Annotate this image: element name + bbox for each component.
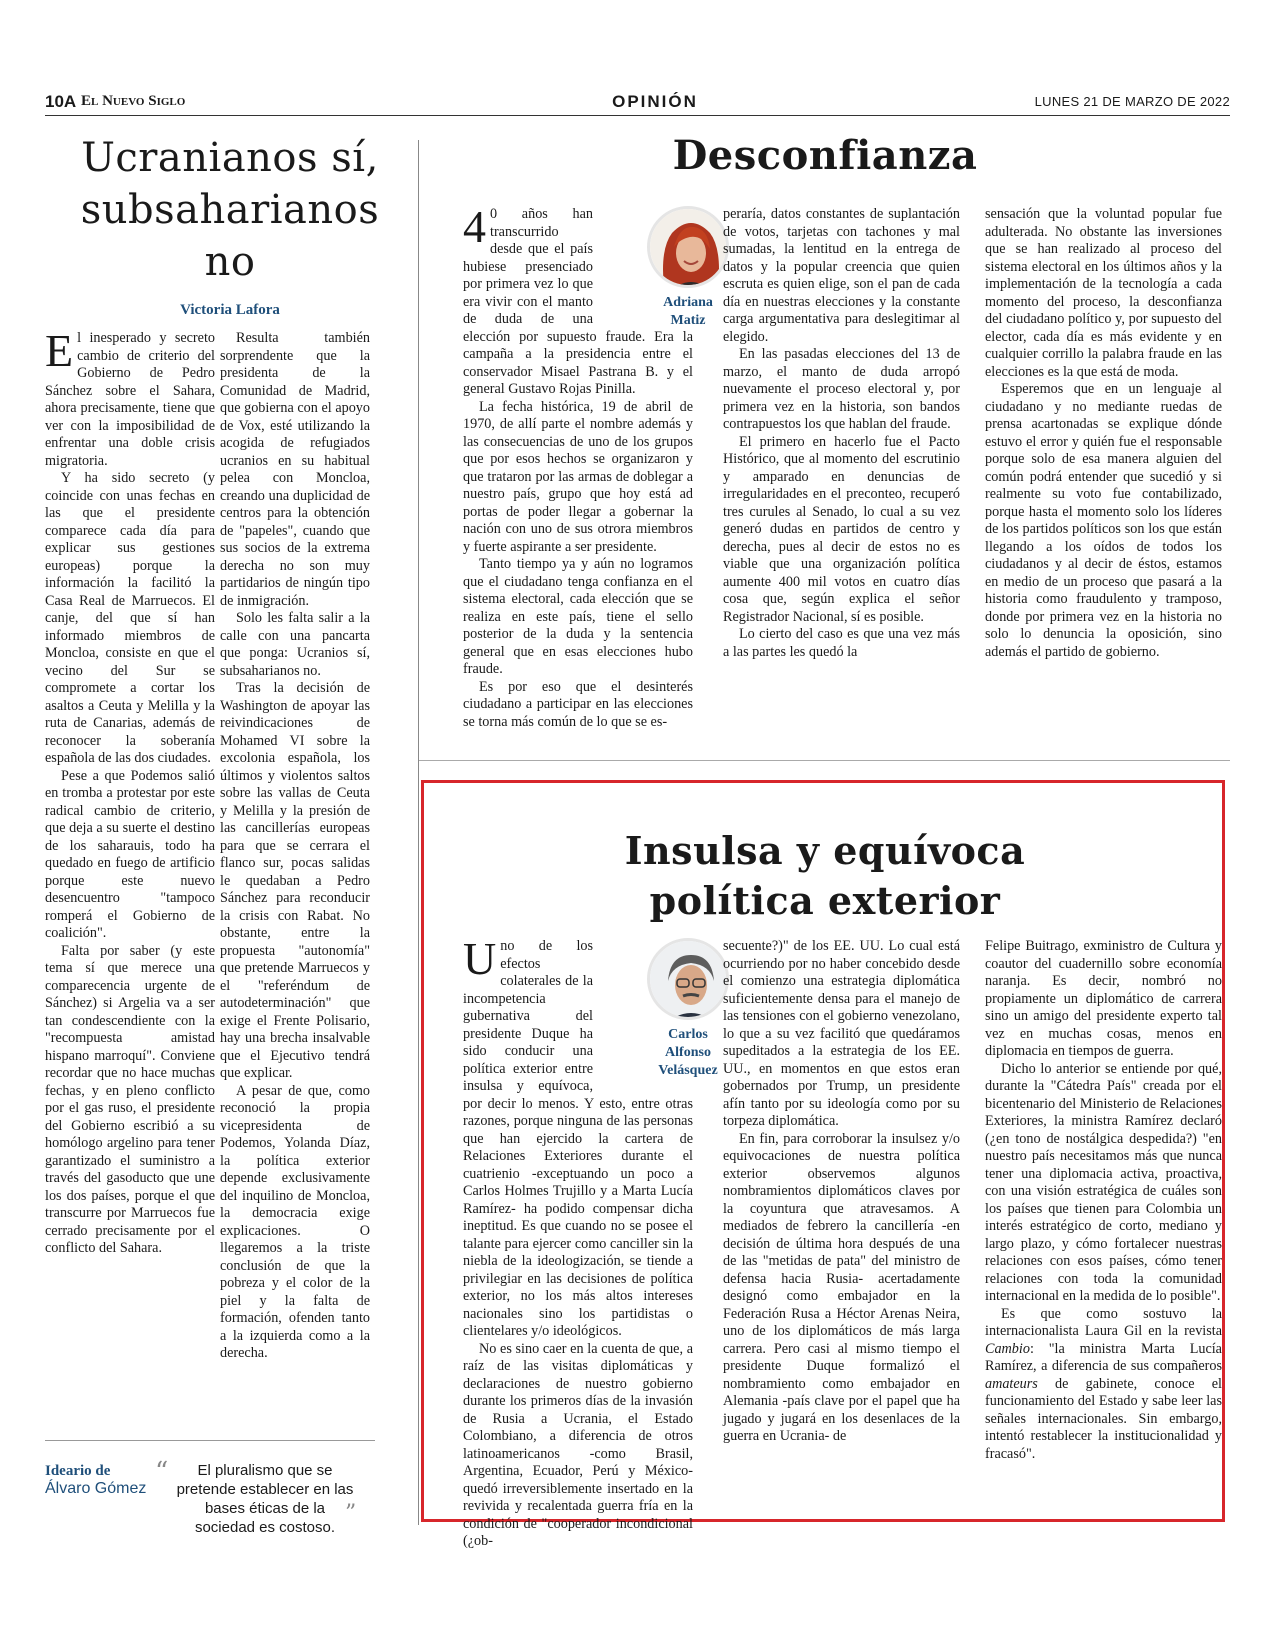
masthead [45, 92, 1230, 116]
article-2-column-3 [985, 938, 1222, 1463]
paragraph: Dicho lo anterior se entiende por qué, durante la "Cátedra País" creada por el bicentenario del Ministerio de Relaciones Exteriores, la ministra Ramírez declaró (¿en tono de nostálgica despedida?) "en nuestro país necesitamos más que nunca tener una diplomacia activa, proactiva, con una visión estratégica de cuáles son los países que tienen para Colombia un interés estratégico de corto, mediano y largo plazo, y cómo fortalecer nuestras relaciones con esos países, cómo tener relaciones con toda la comunidad internacional en la medida de lo posible". [985, 1060, 1222, 1304]
paragraph: secuente?)" de los EE. UU. Lo cual está ocurriendo por no haber concebido desde el comienzo una estrategia diplomática suficientemente densa para el manejo de las tensiones con el gobierno venezolano, lo que a su vez facilitó que quedáramos supeditados a la estrategia de los EE. UU., en momentos en que estos eran gobernados por Trump, un presidente afín tanto por su ideología como por su torpeza diplomática. [723, 938, 960, 1129]
article-2-author-box [640, 938, 736, 1080]
article-2-title-line-2: política exterior [649, 878, 1001, 923]
article-1-title: Desconfianza [672, 132, 978, 179]
author-name-line-1: Carlos [668, 1027, 708, 1042]
author-photo-carlos [647, 938, 729, 1020]
magazine-name: Cambio [985, 1340, 1030, 1357]
left-article-byline: Victoria Lafora [180, 302, 280, 318]
article-2-title-line-1: Insulsa y equívoca [624, 828, 1026, 873]
paragraph: Tras la decisión de Washington de apoyar las reivindicaciones de Mohamed VI sobre la excolonia española, los últimos y violentos saltos sobre las vallas de Ceuta y Melilla y la presión de las cancillerías europeas para que se cerrara el flanco sur, pocas salidas le quedaban a Pedro Sánchez para reconducir la crisis con Rabat. No obstante, entre la propuesta "autonomía" que pretende Marruecos y el "referéndum de autodeterminación" que exige el Frente Polisario, hay una brecha insalvable que el Ejecutivo tendrá que explicar. [220, 680, 370, 1081]
paragraph: peraría, datos constantes de suplantación de votos, tarjetas con tachones y mal sumadas, la lentitud en la entrega de datos y la popular creencia que quien escruta es quien elige, son el pan de cada día en nuestras elecciones y la constante carga argumentativa para deslegitimar al elegido. [723, 206, 960, 345]
paragraph: Falta por saber (y este tema sí que merece una comparecencia urgente de Sánchez) si Argelia va a ser tan condescendiente con la "recompuesta amistad hispano marroquí". Conviene recordar que no hace muchas fechas, y en pleno conflicto por el gas ruso, el presidente del Gobierno escribió a su homólogo argelino para tener garantizado el suministro a través del gasoducto que une los dos países, porque el que transcurre por Marruecos fue cerrado precisamente por el conflicto del Sahara. [45, 942, 215, 1256]
paragraph: Felipe Buitrago, exministro de Cultura y coautor del cuadernillo sobre economía naranja. Es decir, nombró no propiamente un diplomático de carrera sino un amigo del presidente experto tal vez en muchas cosas, menos en diplomacia en tiempos de guerra. [985, 938, 1222, 1059]
ideario-label [45, 1463, 155, 1498]
paragraph: Es por eso que el desinterés ciudadano a participar en las elecciones se torna más común de lo que se es- [463, 678, 693, 730]
ideario-quote: El pluralismo que se pretende establecer en las bases éticas de la sociedad es costoso. [176, 1462, 354, 1536]
text-run: de gabinete, conoce el funcionamiento del Estado y sabe leer las señales internacionales. Sin embargo, intentó restablecer la institucionalidad y fracasó". [985, 1375, 1222, 1462]
paragraph: A pesar de que, como reconoció la propia vicepresidenta de Podemos, Yolanda Díaz, la política exterior depende exclusivamente del inquilino de Moncloa, la democracia exige explicaciones. O llegaremos a la triste conclusión de que la pobreza y el color de la piel y la falta de formación, ofenden tanto a la izquierda como a la derecha. [220, 1082, 370, 1361]
article-2-title [430, 826, 1220, 926]
author-name-line-2: Alfonso [665, 1045, 711, 1060]
paragraph: Resulta también sorprendente que la presidenta de la Comunidad de Madrid, que gobierna con el apoyo de Vox, esté utilizando la acogida de refugiados ucranios en su habitual pelea con Moncloa, creando una duplicidad de centros para la obtención de "papeles", cuando que sus socios de la extrema derecha no son muy partidarios de ningún tipo de inmigración. [220, 330, 370, 609]
paragraph: Tanto tiempo ya y aún no logramos que el ciudadano tenga confianza en el sistema electoral, cada elección que se realiza en este país, tiene el sello posterior de la duda y la sentencia general que en esas elecciones hubo fraude. [463, 556, 693, 677]
paragraph: no de los efectos colaterales de la incompetencia gubernativa del presidente Duque ha sido conducir una política exterior entre insulsa y equívoca, por decir lo menos. Y esto, entre otras razones, porque ninguna de las personas que han ejercido la cartera de Relaciones Exteriores durante el cuatrienio -exceptuando un poco a Carlos Holmes Trujillo y a Marta Lucía Ramírez- ha podido compensar dicha ineptitud. Es que cuando no se posee el talante para ejercer como canciller sin la niebla de la ideologización, se tiende a privilegiar en las decisiones de política exterior, no los más altos intereses nacionales sino los partidistas o clientelares y/o ideológicos. [463, 938, 693, 1339]
left-title-line-3: no [204, 239, 256, 285]
author-name-line-2: Matiz [670, 313, 706, 328]
ideario-label-line-1: Ideario de [45, 1463, 111, 1479]
paragraph: Solo les falta salir a la calle con una pancarta que ponga: Ucranios sí, subsaharianos no. [220, 610, 370, 679]
left-title-line-1: Ucranianos sí, [81, 135, 379, 181]
left-article-column-1 [45, 325, 215, 1258]
quote-close-icon: ” [345, 1501, 357, 1526]
paragraph: Lo cierto del caso es que una vez más a las partes les quedó la [723, 626, 960, 660]
paragraph: En las pasadas elecciones del 13 de marzo, el manto de duda arropó nuevamente el proceso electoral y, por primera vez en la historia, son bandos contrapuestos los que hablan del fraude. [723, 346, 960, 432]
paragraph: El primero en hacerlo fue el Pacto Histórico, que al momento del escrutinio y amparado en denuncias de irregularidades en el preconteo, recuperó tres curules al Senado, lo cual a su vez generó dudas en partidos de centro y derecha, pues al decir de estos no es viable que una organización política aumente 400 mil votos en cuatro días cosa que, según explica el señor Registrador Nacional, sí es posible. [723, 433, 960, 625]
paragraph: 0 años han transcurrido desde que el país hubiese presenciado por primera vez lo que era vivir con el manto de duda de una elección por supuesto fraude. Era la campaña a la presidencia entre el conservador Misael Pastrana B. y el general Gustavo Rojas Pinilla. [463, 206, 693, 397]
paragraph: Y ha sido secreto (y coincide con unas fechas en las que el presidente comparece cada día para explicar sus gestiones europeas) porque la información la facilitó la Casa Real de Marruecos. El canje, del que sí han informado miembros de Moncloa, consiste en que el vecino del Sur se compromete a cortar los asaltos a Ceuta y Melilla y la ruta de Canarias, además de reconocer la soberanía española de las dos ciudades. [45, 470, 215, 766]
paragraph: La fecha histórica, 19 de abril de 1970, de allí parte el nombre además y las consecuencias de uno de los grupos que por esos hechos se organizaron y que trataron por las armas de doblegar a nuestro país, grupo que hoy está ad portas de poder llegar a gobernar la nación con uno de sus otrora miembros y fuerte aspirante a ser presidente. [463, 398, 693, 555]
paragraph: Esperemos que en un lenguaje al ciudadano y no mediante ruedas de prensa acartonadas se explique dónde estuvo el error y quién fue el responsable porque solo de esa manera alguien del común podrá entender que sucedió y si realmente su voto fue contabilizado, porque hasta el momento solo los líderes de los partidos políticos son los que están llegando a los oídos de todos los ciudadanos y al decir de éstos, estamos en medio de un proceso que pasará a la historia como fraudulento y tramposo, donde por primera vez en la historia no solo lo denuncia la oposición, sino además el partido de gobierno. [985, 381, 1222, 660]
text-run: : "la ministra Marta Lucía Ramírez, a diferencia de sus compañeros [985, 1340, 1222, 1374]
author-photo-adriana [647, 206, 729, 288]
page-number: 10A [45, 92, 77, 111]
article-1-column-2 [723, 206, 960, 661]
dropcap: 4 [463, 201, 486, 252]
paragraph: No es sino caer en la cuenta de que, a raíz de las visitas diplomáticas y declaraciones de nuestro gobierno durante los primeros días de la invasión de Rusia a Ucrania, el Estado Colombiano, a diferencia de otros latinoamericanos -como Brasil, Argentina, Ecuador, Perú y México- quedó irreversiblemente insertado en la revivida y recalentada guerra fría en la condición de "cooperador incondicional (¿ob- [463, 1340, 693, 1549]
column-divider-vertical [418, 140, 419, 1525]
author-name-line-1: Adriana [663, 295, 713, 310]
quote-open-icon: “ [155, 1457, 169, 1487]
ideario-label-line-2: Álvaro Gómez [45, 1480, 147, 1497]
left-title-line-2: subsaharianos [80, 187, 380, 233]
text-run: Es que como sostuvo la internacionalista Laura Gil en la revista [985, 1305, 1222, 1339]
left-article-title [45, 132, 415, 288]
paragraph [985, 1306, 1222, 1464]
article-1-column-3 [985, 206, 1222, 661]
newspaper-name: El Nuevo Siglo [81, 93, 186, 109]
ideario-box [45, 1440, 375, 1536]
article-1-author-box [640, 206, 736, 330]
article-2-column-2 [723, 938, 960, 1446]
emphasis: amateurs [985, 1375, 1038, 1392]
dropcap: E [45, 325, 74, 376]
paragraph: sensación que la voluntad popular fue adulterada. No obstante las inversiones que se han realizado al proceso del sistema electoral en los últimos años y la implementación de la tecnología a cada momento del proceso, la desconfianza del ciudadano político y, por supuesto del elector, cada día es más evidente y en cualquier corrillo la palabra fraude en las elecciones es la que está de moda. [985, 206, 1222, 380]
paragraph: Pese a que Podemos salió en tromba a protestar por este radical cambio de criterio, que deja a su suerte el destino de los saharauis, todo ha quedado en fuego de artificio porque este nuevo desencuentro "tampoco romperá el Gobierno de coalición". [45, 767, 215, 941]
dropcap: U [463, 933, 497, 984]
section-title: OPINIÓN [612, 92, 698, 111]
paragraph: En fin, para corroborar la insulsez y/o equivocaciones de nuestra política exterior observemos algunos nombramientos diplomáticos claves por la coyuntura que atravesamos. A mediados de febrero la cancillería -en decisión de última hora después de una de las "metidas de pata" del ministro de defensa hacia Rusia- acertadamente designó como embajador en la Federación Rusa a Héctor Arenas Neira, uno de los diplomáticos de más larga carrera. Pero casi al mismo tiempo el presidente Duque formalizó el nombramiento como embajador en Alemania -país clave por el papel que ha jugado y jugará en los desenlaces de la guerra en Ucrania- de [723, 1130, 960, 1444]
issue-date: LUNES 21 DE MARZO DE 2022 [1034, 94, 1230, 109]
left-article-column-2 [220, 330, 370, 1363]
column-divider-horizontal [419, 760, 1230, 761]
paragraph: l inesperado y secreto cambio de criterio del Gobierno de Pedro Sánchez sobre el Sahara, ahora precisamente, tiene que ver con la imposibilidad de enfrentar una doble crisis migratoria. [45, 330, 215, 469]
author-name-line-3: Velásquez [658, 1063, 718, 1078]
